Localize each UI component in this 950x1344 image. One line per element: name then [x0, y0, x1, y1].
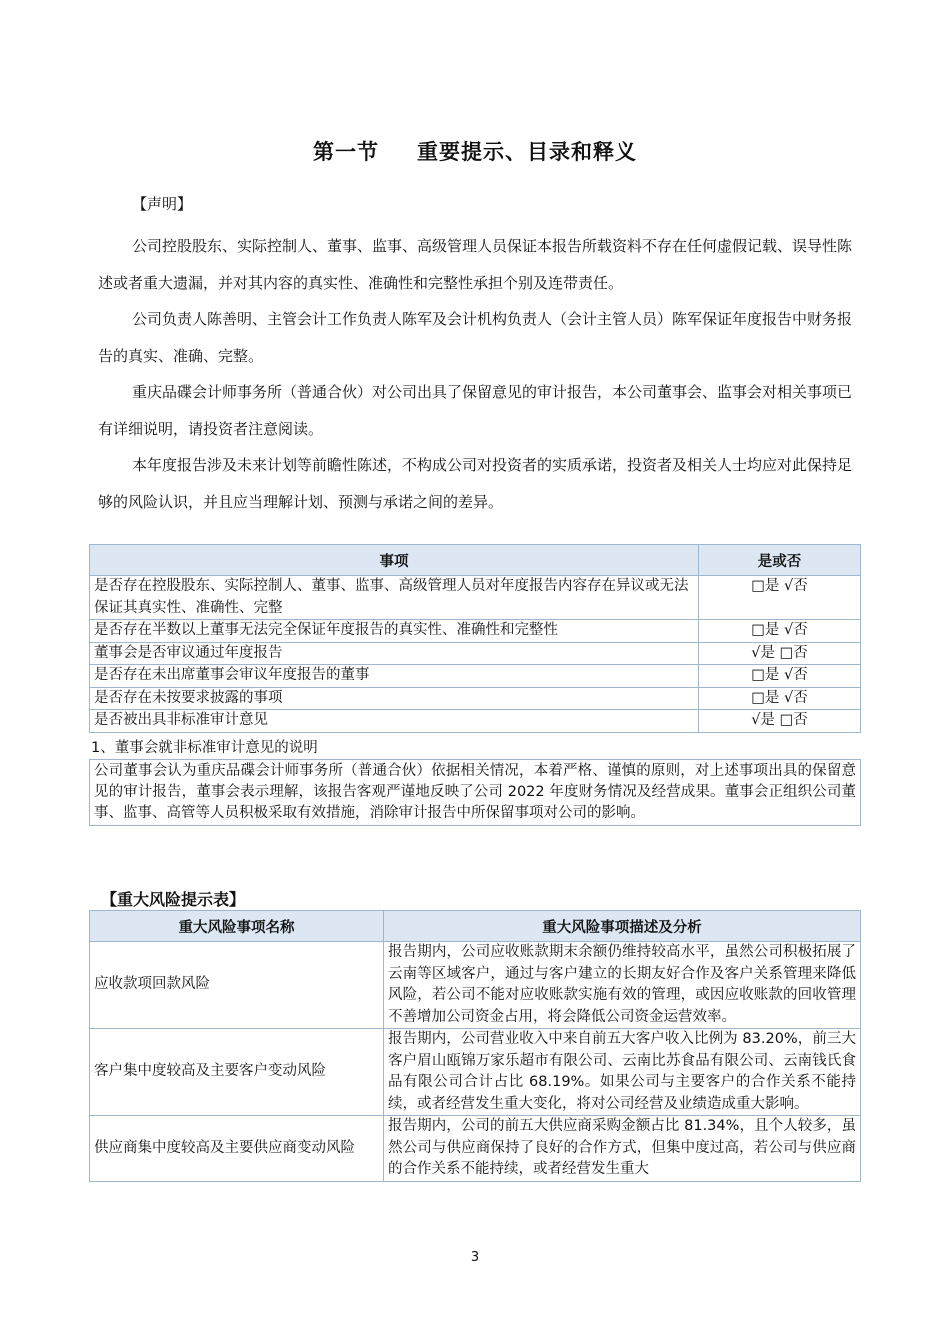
- risk-name-cell: 客户集中度较高及主要客户变动风险: [90, 1029, 384, 1116]
- answer-cell: √是 □否: [699, 710, 861, 733]
- page-number: 3: [470, 1250, 480, 1265]
- paragraph-2: 公司负责人陈善明、主管会计工作负责人陈军及会计机构负责人（会计主管人员）陈军保证年度报告中财务报告的真实、准确、完整。: [98, 310, 853, 365]
- item-cell: 是否存在控股股东、实际控制人、董事、监事、高级管理人员对年度报告内容存在异议或无法保证其真实性、准确性、完整: [90, 576, 699, 620]
- table-row: [90, 665, 861, 688]
- risk-name-cell: 供应商集中度较高及主要供应商变动风险: [90, 1116, 384, 1182]
- risk-table: [89, 910, 861, 1182]
- risk-table-title: 【重大风险提示表】: [101, 890, 246, 909]
- item-cell: 是否存在未出席董事会审议年度报告的董事: [90, 665, 699, 688]
- answer-cell: □是 √否: [699, 620, 861, 643]
- risk-table-header: [90, 911, 861, 942]
- answer-cell: √是 □否: [699, 642, 861, 665]
- header-answer: 是或否: [699, 545, 861, 576]
- paragraph-4: 本年度报告涉及未来计划等前瞻性陈述，不构成公司对投资者的实质承诺，投资者及相关人士均应对此保持足够的风险认识，并且应当理解计划、预测与承诺之间的差异。: [98, 456, 853, 511]
- table-row: [90, 642, 861, 665]
- section-heading: 重要提示、目录和释义: [417, 140, 637, 164]
- items-table: [89, 544, 861, 733]
- items-table-header: [90, 545, 861, 576]
- risk-desc-cell: 报告期内，公司营业收入中来自前五大客户收入比例为 83.20%，前三大客户眉山瓯锦万家乐超市有限公司、云南比苏食品有限公司、云南钱氏食品有限公司合计占比 68.19%。如果公司与主要客户的合作关系不能持续，或者经营发生重大变化，将对公司经营及业绩造成重大影响。: [384, 1029, 861, 1116]
- item-cell: 董事会是否审议通过年度报告: [90, 642, 699, 665]
- board-note-heading: 1、董事会就非标准审计意见的说明: [91, 740, 318, 756]
- risk-name-cell: 应收款项回款风险: [90, 942, 384, 1029]
- answer-cell: □是 √否: [699, 576, 861, 620]
- table-row: [90, 942, 861, 1029]
- item-cell: 是否存在未按要求披露的事项: [90, 687, 699, 710]
- paragraph-1: 公司控股股东、实际控制人、董事、监事、高级管理人员保证本报告所载资料不存在任何虚假记载、误导性陈述或者重大遗漏，并对其内容的真实性、准确性和完整性承担个别及连带责任。: [98, 237, 853, 292]
- table-row: [90, 760, 861, 826]
- declaration-heading: 【声明】: [132, 195, 193, 213]
- item-cell: 是否存在半数以上董事无法完全保证年度报告的真实性、准确性和完整性: [90, 620, 699, 643]
- paragraph-3: 重庆品碟会计师事务所（普通合伙）对公司出具了保留意见的审计报告，本公司董事会、监事会对相关事项已有详细说明，请投资者注意阅读。: [98, 383, 853, 438]
- section-title: [0, 136, 950, 166]
- board-note-text: 公司董事会认为重庆品碟会计师事务所（普通合伙）依据相关情况，本着严格、谨慎的原则，对上述事项出具的保留意见的审计报告，董事会表示理解，该报告客观严谨地反映了公司 2022 年度财务情况及经营成果。董事会正组织公司董事、监事、高管等人员积极采取有效措施，消除审计报告中所保留事项对公司的影响。: [90, 760, 861, 826]
- header-risk-name: 重大风险事项名称: [90, 911, 384, 942]
- board-note-box: [89, 759, 861, 826]
- table-row: [90, 1116, 861, 1182]
- table-row: [90, 710, 861, 733]
- section-label: 第一节: [313, 140, 379, 164]
- table-row: [90, 687, 861, 710]
- risk-desc-cell: 报告期内，公司的前五大供应商采购金额占比 81.34%，且个人较多，虽然公司与供应商保持了良好的合作方式，但集中度过高，若公司与供应商的合作关系不能持续，或者经营发生重大: [384, 1116, 861, 1182]
- table-row: [90, 576, 861, 620]
- table-row: [90, 620, 861, 643]
- table-row: [90, 1029, 861, 1116]
- answer-cell: □是 √否: [699, 665, 861, 688]
- risk-desc-cell: 报告期内，公司应收账款期末余额仍维持较高水平，虽然公司积极拓展了云南等区域客户，通过与客户建立的长期友好合作及客户关系管理来降低风险，若公司不能对应收账款实施有效的管理，或因应收账款的回收管理不善增加公司资金占用，将会降低公司资金运营效率。: [384, 942, 861, 1029]
- header-item: 事项: [90, 545, 699, 576]
- answer-cell: □是 √否: [699, 687, 861, 710]
- item-cell: 是否被出具非标准审计意见: [90, 710, 699, 733]
- header-risk-desc: 重大风险事项描述及分析: [384, 911, 861, 942]
